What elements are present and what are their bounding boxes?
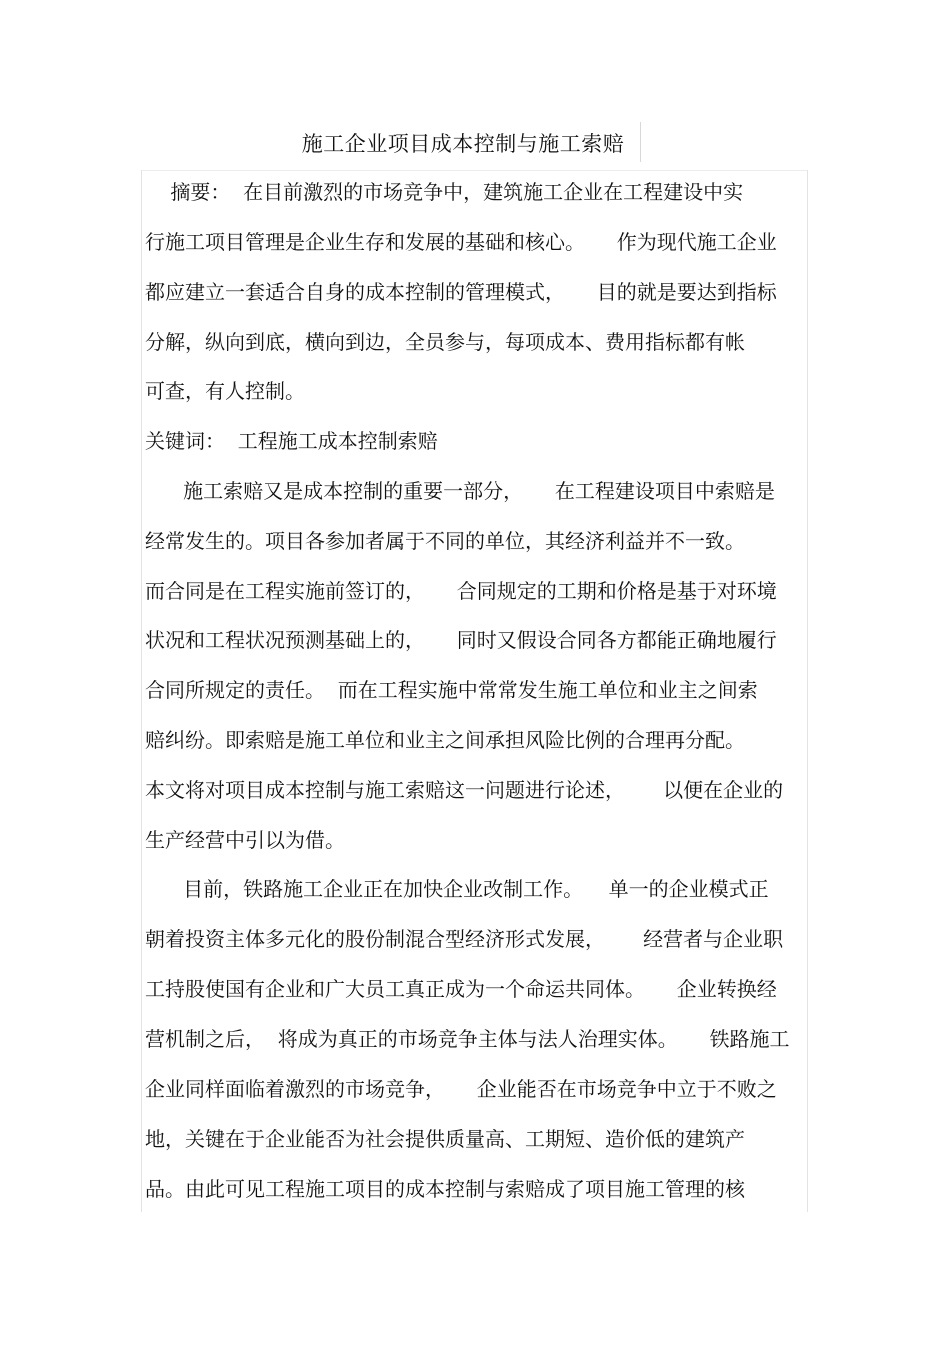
body-line: 生产经营中引以为借。	[145, 828, 345, 852]
body-line: 地，关键在于企业能否为社会提供质量高、工期短、造价低的建筑产	[145, 1127, 745, 1151]
body-line: 施工索赔又是成本控制的重要一部分， 在工程建设项目中索赔是	[145, 479, 775, 503]
body-line: 朝着投资主体多元化的股份制混合型经济形式发展， 经营者与企业职	[145, 927, 784, 951]
body-line: 营机制之后， 将成为真正的市场竞争主体与法人治理实体。 铁路施工	[145, 1027, 790, 1051]
body-line: 行施工项目管理是企业生存和发展的基础和核心。 作为现代施工企业	[145, 230, 777, 254]
body-line: 而合同是在工程实施前签订的， 合同规定的工期和价格是基于对环境	[145, 579, 777, 603]
body-line: 企业同样面临着激烈的市场竞争， 企业能否在市场竞争中立于不败之	[145, 1077, 777, 1101]
text-frame-right	[807, 170, 808, 1212]
body-line: 合同所规定的责任。 而在工程实施中常常发生施工单位和业主之间索	[145, 678, 758, 702]
body-line: 赔纠纷。即索赔是施工单位和业主之间承担风险比例的合理再分配。	[145, 728, 745, 752]
body-line: 经常发生的。项目各参加者属于不同的单位，其经济利益并不一致。	[145, 529, 745, 553]
keywords-line: 关键词： 工程施工成本控制索赔	[145, 429, 438, 453]
text-frame-top	[141, 170, 808, 171]
body-line: 状况和工程状况预测基础上的， 同时又假设合同各方都能正确地履行	[145, 628, 777, 652]
text-frame-left	[141, 170, 142, 1212]
body-line: 都应建立一套适合自身的成本控制的管理模式， 目的就是要达到指标	[145, 280, 777, 304]
body-line: 摘要： 在目前激烈的市场竞争中，建筑施工企业在工程建设中实	[145, 180, 744, 204]
body-line: 可查，有人控制。	[145, 379, 305, 403]
document-title: 施工企业项目成本控制与施工索赔	[301, 132, 625, 156]
body-line: 品。由此可见工程施工项目的成本控制与索赔成了项目施工管理的核	[145, 1177, 745, 1201]
body-line: 目前，铁路施工企业正在加快企业改制工作。 单一的企业模式正	[145, 877, 769, 901]
body-line: 分解，纵向到底，横向到边，全员参与，每项成本、费用指标都有帐	[145, 330, 745, 354]
body-line: 工持股使国有企业和广大员工真正成为一个命运共同体。 企业转换经	[145, 977, 777, 1001]
body-line: 本文将对项目成本控制与施工索赔这一问题进行论述， 以便在企业的	[145, 778, 784, 802]
